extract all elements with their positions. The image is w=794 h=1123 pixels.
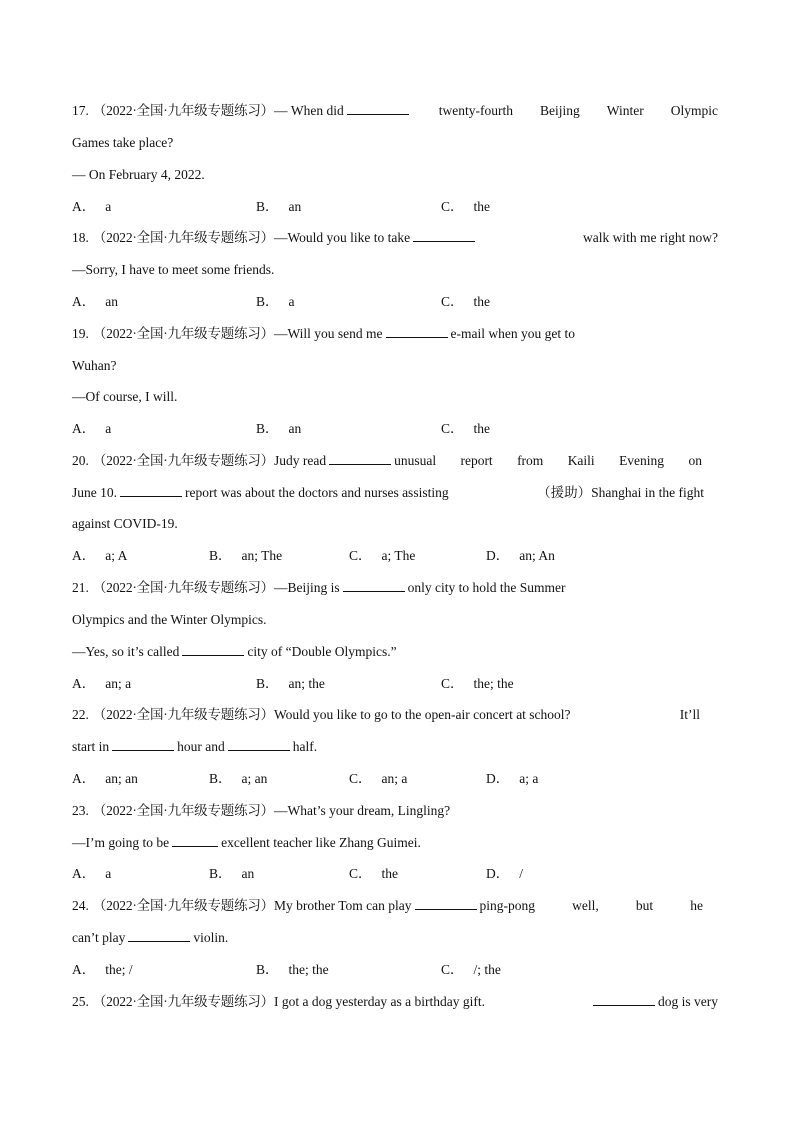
option-b[interactable]: B． an <box>209 866 255 881</box>
question-24-line-2: can’t play violin. <box>72 930 229 945</box>
question-number: 19. <box>72 326 89 341</box>
question-22-options <box>72 769 718 789</box>
question-23-line-2: —I’m going to be excellent teacher like Zhang Guimei. <box>72 835 421 850</box>
question-number: 22. <box>72 707 89 722</box>
option-c[interactable]: C． the <box>441 421 491 436</box>
option-b[interactable]: B． an; The <box>209 548 283 563</box>
question-source: （2022·全国·九年级专题练习） <box>92 580 274 595</box>
question-17-options <box>72 197 718 217</box>
option-c[interactable]: C． the; the <box>441 676 514 691</box>
question-20-line-1: 20. （2022·全国·九年级专题练习）Judy read unusual report from Kaili Evening on <box>72 453 702 468</box>
question-25-line-1: 25. （2022·全国·九年级专题练习）I got a dog yesterday as a birthday gift. dog is very <box>72 994 718 1009</box>
option-b[interactable]: B． the; the <box>256 962 329 977</box>
question-number: 20. <box>72 453 89 468</box>
option-b[interactable]: B． a; an <box>209 771 268 786</box>
question-17-line-1: 17. （2022·全国·九年级专题练习）— When did twenty-fourth Beijing Winter Olympic <box>72 103 718 118</box>
option-a[interactable]: A． an; an <box>72 771 138 786</box>
option-a[interactable]: A． a; A <box>72 548 128 563</box>
answer-blank[interactable] <box>120 483 182 497</box>
question-source: （2022·全国·九年级专题练习） <box>92 898 274 913</box>
option-a[interactable]: A． the; / <box>72 962 133 977</box>
question-20-line-3: against COVID-19. <box>72 516 178 531</box>
question-source: （2022·全国·九年级专题练习） <box>92 103 274 118</box>
option-b[interactable]: B． an <box>256 199 302 214</box>
question-source: （2022·全国·九年级专题练习） <box>92 230 274 245</box>
question-24-line-1: 24. （2022·全国·九年级专题练习）My brother Tom can play ping-pong well, but he <box>72 898 703 913</box>
answer-blank[interactable] <box>343 578 405 592</box>
question-19-line-3: —Of course, I will. <box>72 389 178 404</box>
option-a[interactable]: A． a <box>72 199 112 214</box>
option-b[interactable]: B． a <box>256 294 295 309</box>
answer-blank[interactable] <box>386 324 448 338</box>
answer-blank[interactable] <box>415 896 477 910</box>
question-19-options <box>72 419 718 439</box>
answer-blank[interactable] <box>128 928 190 942</box>
answer-blank[interactable] <box>413 228 475 242</box>
question-20-options <box>72 546 718 566</box>
question-source: （2022·全国·九年级专题练习） <box>92 803 274 818</box>
question-19-line-2: Wuhan? <box>72 358 117 373</box>
question-number: 25. <box>72 994 89 1009</box>
option-c[interactable]: C． the <box>441 294 491 309</box>
option-c[interactable]: C． the <box>441 199 491 214</box>
answer-blank[interactable] <box>347 101 409 115</box>
question-19-line-1: 19. （2022·全国·九年级专题练习）—Will you send me e-mail when you get to <box>72 326 576 341</box>
answer-blank[interactable] <box>329 451 391 465</box>
question-source: （2022·全国·九年级专题练习） <box>92 707 274 722</box>
question-22-line-1: 22. （2022·全国·九年级专题练习）Would you like to go to the open-air concert at school? It’ll <box>72 707 700 722</box>
question-21-options <box>72 674 718 694</box>
question-21-line-1: 21. （2022·全国·九年级专题练习）—Beijing is only city to hold the Summer <box>72 580 566 595</box>
answer-blank[interactable] <box>112 737 174 751</box>
question-number: 24. <box>72 898 89 913</box>
question-21-line-2: Olympics and the Winter Olympics. <box>72 612 267 627</box>
question-18-line-2: —Sorry, I have to meet some friends. <box>72 262 275 277</box>
question-number: 21. <box>72 580 89 595</box>
question-22-line-2: start in hour and half. <box>72 739 318 754</box>
question-number: 17. <box>72 103 89 118</box>
answer-blank[interactable] <box>228 737 290 751</box>
question-18-options <box>72 292 718 312</box>
answer-blank[interactable] <box>593 992 655 1006</box>
option-c[interactable]: C． an; a <box>349 771 408 786</box>
question-source: （2022·全国·九年级专题练习） <box>92 994 274 1009</box>
question-17-line-2: Games take place? <box>72 135 174 150</box>
question-20-line-2: June 10. report was about the doctors and nurses assisting （援助）Shanghai in the fight <box>72 485 704 500</box>
question-23-line-1: 23. （2022·全国·九年级专题练习）—What’s your dream, Lingling? <box>72 803 451 818</box>
question-24-options <box>72 960 718 980</box>
option-d[interactable]: D． a; a <box>486 771 539 786</box>
option-c[interactable]: C． the <box>349 866 399 881</box>
question-number: 18. <box>72 230 89 245</box>
answer-blank[interactable] <box>172 833 218 847</box>
question-source: （2022·全国·九年级专题练习） <box>92 453 274 468</box>
question-21-line-3: —Yes, so it’s called city of “Double Olympics.” <box>72 644 397 659</box>
option-a[interactable]: A． an; a <box>72 676 132 691</box>
option-d[interactable]: D． / <box>486 866 524 881</box>
option-a[interactable]: A． a <box>72 421 112 436</box>
option-a[interactable]: A． a <box>72 866 112 881</box>
question-23-options <box>72 864 718 884</box>
option-b[interactable]: B． an; the <box>256 676 325 691</box>
option-c[interactable]: C． a; The <box>349 548 416 563</box>
question-18-line-1: 18. （2022·全国·九年级专题练习）—Would you like to take walk with me right now? <box>72 230 718 245</box>
option-a[interactable]: A． an <box>72 294 118 309</box>
option-b[interactable]: B． an <box>256 421 302 436</box>
option-c[interactable]: C． /; the <box>441 962 501 977</box>
question-number: 23. <box>72 803 89 818</box>
answer-blank[interactable] <box>182 642 244 656</box>
option-d[interactable]: D． an; An <box>486 548 555 563</box>
question-17-line-3: — On February 4, 2022. <box>72 167 205 182</box>
question-source: （2022·全国·九年级专题练习） <box>92 326 274 341</box>
